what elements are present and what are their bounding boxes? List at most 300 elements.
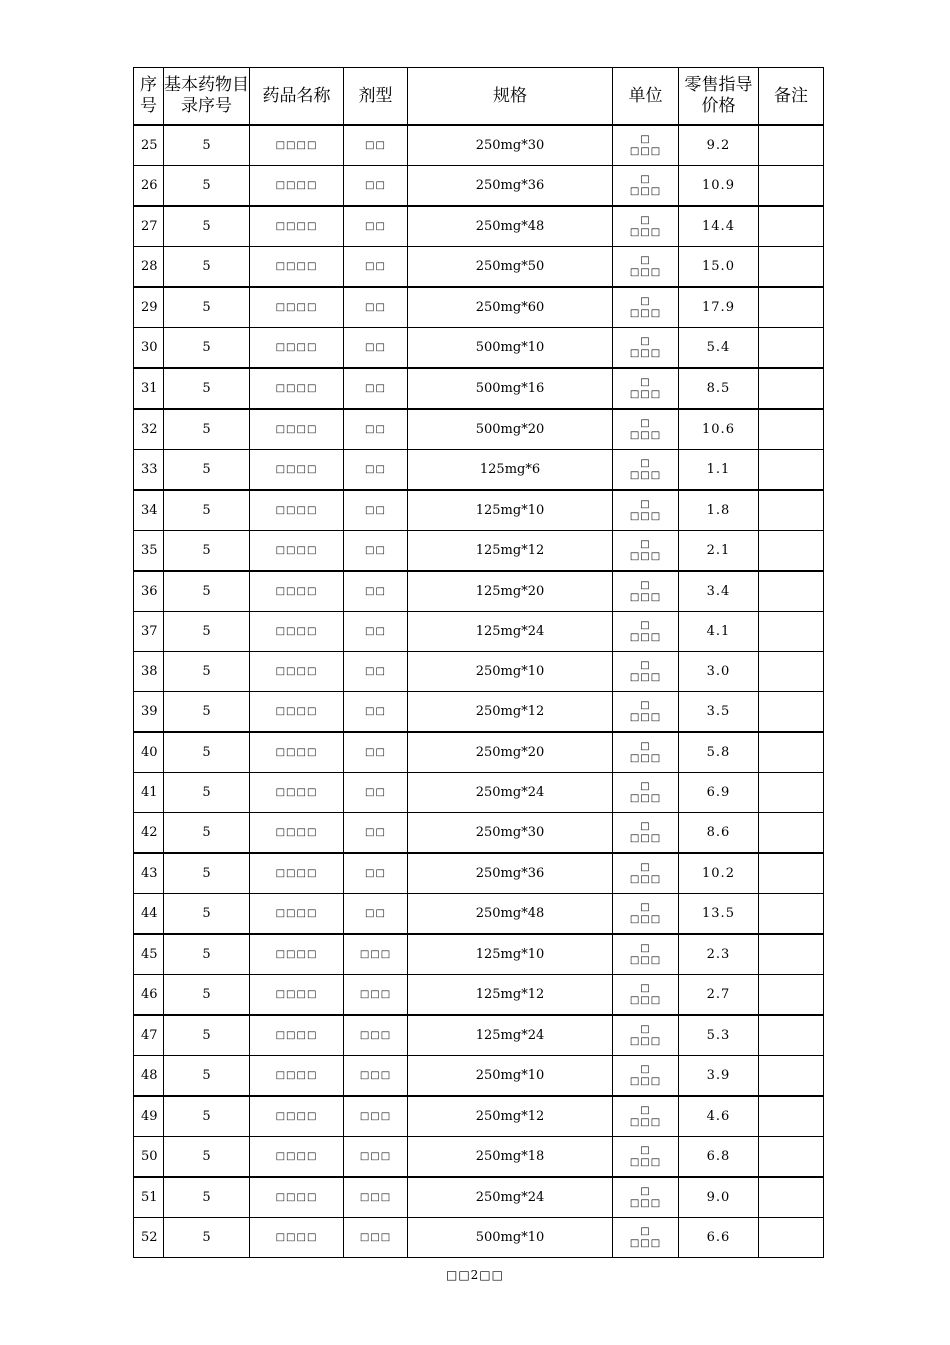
cell-catalog-no: 5 <box>164 732 250 773</box>
table-body <box>134 125 824 1258</box>
cell-unit <box>613 571 679 612</box>
cell-remark <box>759 450 824 491</box>
unit-bottom: □□□ <box>629 1197 662 1209</box>
cell-price: 6.8 <box>679 1137 759 1178</box>
cell-no: 51 <box>134 1177 164 1218</box>
cell-drug-name: □□□□ <box>250 1056 344 1097</box>
table-row <box>134 328 824 369</box>
unit-bottom: □□□ <box>629 388 662 400</box>
cell-remark <box>759 652 824 692</box>
header-spec: 规格 <box>408 68 613 126</box>
cell-dosage-form: □□ <box>344 328 408 369</box>
cell-spec: 250mg*36 <box>408 166 613 207</box>
cell-dosage-form: □□ <box>344 490 408 531</box>
cell-spec: 250mg*10 <box>408 652 613 692</box>
cell-no: 28 <box>134 247 164 288</box>
cell-catalog-no: 5 <box>164 328 250 369</box>
unit-bottom: □□□ <box>629 469 662 481</box>
cell-price: 8.5 <box>679 368 759 409</box>
cell-no: 48 <box>134 1056 164 1097</box>
cell-no: 35 <box>134 531 164 572</box>
unit-bottom: □□□ <box>629 185 662 197</box>
cell-unit <box>613 531 679 572</box>
table-row <box>134 450 824 491</box>
table-row <box>134 894 824 935</box>
cell-no: 52 <box>134 1218 164 1258</box>
cell-remark <box>759 571 824 612</box>
cell-catalog-no: 5 <box>164 1177 250 1218</box>
cell-remark <box>759 206 824 247</box>
cell-no: 42 <box>134 813 164 854</box>
cell-spec: 250mg*18 <box>408 1137 613 1178</box>
cell-remark <box>759 975 824 1016</box>
cell-catalog-no: 5 <box>164 1137 250 1178</box>
cell-catalog-no: 5 <box>164 652 250 692</box>
cell-price: 5.8 <box>679 732 759 773</box>
table-row <box>134 287 824 328</box>
cell-remark <box>759 853 824 894</box>
table-row <box>134 612 824 652</box>
cell-spec: 500mg*10 <box>408 1218 613 1258</box>
cell-spec: 250mg*48 <box>408 206 613 247</box>
cell-dosage-form: □□ <box>344 125 408 166</box>
unit-top: □ <box>640 579 651 591</box>
cell-dosage-form: □□ <box>344 652 408 692</box>
cell-unit <box>613 612 679 652</box>
cell-unit <box>613 773 679 813</box>
unit-top: □ <box>640 498 651 510</box>
cell-spec: 125mg*20 <box>408 571 613 612</box>
unit-top: □ <box>640 1144 651 1156</box>
cell-no: 33 <box>134 450 164 491</box>
cell-price: 3.9 <box>679 1056 759 1097</box>
unit-bottom: □□□ <box>629 145 662 157</box>
cell-no: 27 <box>134 206 164 247</box>
cell-price: 9.0 <box>679 1177 759 1218</box>
cell-unit <box>613 409 679 450</box>
unit-top: □ <box>640 1063 651 1075</box>
cell-catalog-no: 5 <box>164 490 250 531</box>
cell-dosage-form: □□ <box>344 531 408 572</box>
cell-remark <box>759 692 824 733</box>
cell-spec: 500mg*10 <box>408 328 613 369</box>
unit-top: □ <box>640 740 651 752</box>
table-row <box>134 166 824 207</box>
cell-catalog-no: 5 <box>164 125 250 166</box>
unit-bottom: □□□ <box>629 510 662 522</box>
cell-unit <box>613 1218 679 1258</box>
cell-drug-name: □□□□ <box>250 166 344 207</box>
header-price: 零售指导价格 <box>679 68 759 126</box>
cell-catalog-no: 5 <box>164 853 250 894</box>
cell-remark <box>759 1096 824 1137</box>
cell-remark <box>759 247 824 288</box>
cell-remark <box>759 612 824 652</box>
cell-remark <box>759 531 824 572</box>
cell-remark <box>759 125 824 166</box>
unit-top: □ <box>640 901 651 913</box>
cell-drug-name: □□□□ <box>250 328 344 369</box>
unit-top: □ <box>640 457 651 469</box>
cell-no: 46 <box>134 975 164 1016</box>
cell-catalog-no: 5 <box>164 247 250 288</box>
unit-bottom: □□□ <box>629 1237 662 1249</box>
cell-dosage-form: □□□ <box>344 1177 408 1218</box>
cell-unit <box>613 328 679 369</box>
cell-catalog-no: 5 <box>164 894 250 935</box>
cell-dosage-form: □□ <box>344 409 408 450</box>
table-row <box>134 125 824 166</box>
unit-top: □ <box>640 295 651 307</box>
cell-dosage-form: □□□ <box>344 1015 408 1056</box>
cell-spec: 250mg*12 <box>408 692 613 733</box>
cell-catalog-no: 5 <box>164 409 250 450</box>
cell-remark <box>759 1015 824 1056</box>
cell-drug-name: □□□□ <box>250 692 344 733</box>
cell-drug-name: □□□□ <box>250 287 344 328</box>
cell-no: 32 <box>134 409 164 450</box>
table-row <box>134 531 824 572</box>
cell-catalog-no: 5 <box>164 934 250 975</box>
cell-spec: 250mg*36 <box>408 853 613 894</box>
table-row <box>134 409 824 450</box>
header-remark: 备注 <box>759 68 824 126</box>
cell-remark <box>759 166 824 207</box>
cell-no: 39 <box>134 692 164 733</box>
cell-price: 8.6 <box>679 813 759 854</box>
cell-dosage-form: □□□ <box>344 975 408 1016</box>
cell-spec: 250mg*20 <box>408 732 613 773</box>
cell-no: 41 <box>134 773 164 813</box>
unit-bottom: □□□ <box>629 994 662 1006</box>
cell-spec: 125mg*24 <box>408 612 613 652</box>
cell-spec: 250mg*24 <box>408 1177 613 1218</box>
cell-dosage-form: □□□ <box>344 1137 408 1178</box>
cell-unit <box>613 652 679 692</box>
unit-top: □ <box>640 1023 651 1035</box>
cell-catalog-no: 5 <box>164 975 250 1016</box>
cell-remark <box>759 773 824 813</box>
unit-bottom: □□□ <box>629 913 662 925</box>
cell-remark <box>759 409 824 450</box>
cell-drug-name: □□□□ <box>250 571 344 612</box>
cell-dosage-form: □□ <box>344 853 408 894</box>
table-row <box>134 368 824 409</box>
unit-top: □ <box>640 699 651 711</box>
unit-top: □ <box>640 335 651 347</box>
cell-drug-name: □□□□ <box>250 450 344 491</box>
header-catalog-no: 基本药物目录序号 <box>164 68 250 126</box>
cell-price: 9.2 <box>679 125 759 166</box>
unit-top: □ <box>640 173 651 185</box>
cell-catalog-no: 5 <box>164 1056 250 1097</box>
unit-bottom: □□□ <box>629 671 662 683</box>
unit-top: □ <box>640 133 651 145</box>
unit-bottom: □□□ <box>629 792 662 804</box>
cell-price: 1.1 <box>679 450 759 491</box>
cell-price: 2.7 <box>679 975 759 1016</box>
price-table <box>133 67 824 1258</box>
cell-catalog-no: 5 <box>164 571 250 612</box>
cell-spec: 250mg*30 <box>408 125 613 166</box>
cell-dosage-form: □□ <box>344 287 408 328</box>
unit-bottom: □□□ <box>629 1156 662 1168</box>
cell-spec: 250mg*12 <box>408 1096 613 1137</box>
cell-no: 44 <box>134 894 164 935</box>
table-row <box>134 1218 824 1258</box>
cell-dosage-form: □□ <box>344 368 408 409</box>
cell-drug-name: □□□□ <box>250 652 344 692</box>
cell-no: 25 <box>134 125 164 166</box>
cell-unit <box>613 368 679 409</box>
cell-catalog-no: 5 <box>164 368 250 409</box>
cell-no: 49 <box>134 1096 164 1137</box>
unit-top: □ <box>640 861 651 873</box>
cell-drug-name: □□□□ <box>250 1015 344 1056</box>
unit-top: □ <box>640 982 651 994</box>
cell-remark <box>759 328 824 369</box>
cell-price: 3.4 <box>679 571 759 612</box>
cell-price: 10.6 <box>679 409 759 450</box>
cell-spec: 125mg*12 <box>408 975 613 1016</box>
cell-spec: 125mg*12 <box>408 531 613 572</box>
cell-catalog-no: 5 <box>164 1015 250 1056</box>
cell-dosage-form: □□ <box>344 247 408 288</box>
table-row <box>134 1096 824 1137</box>
unit-top: □ <box>640 619 651 631</box>
cell-price: 3.5 <box>679 692 759 733</box>
cell-unit <box>613 732 679 773</box>
cell-drug-name: □□□□ <box>250 206 344 247</box>
header-drug-name: 药品名称 <box>250 68 344 126</box>
table-row <box>134 975 824 1016</box>
table-row <box>134 853 824 894</box>
cell-no: 38 <box>134 652 164 692</box>
unit-bottom: □□□ <box>629 307 662 319</box>
table-row <box>134 490 824 531</box>
cell-remark <box>759 1137 824 1178</box>
cell-price: 6.6 <box>679 1218 759 1258</box>
unit-bottom: □□□ <box>629 1035 662 1047</box>
unit-bottom: □□□ <box>629 1116 662 1128</box>
cell-price: 13.5 <box>679 894 759 935</box>
header-no: 序号 <box>134 68 164 126</box>
cell-drug-name: □□□□ <box>250 732 344 773</box>
cell-catalog-no: 5 <box>164 813 250 854</box>
cell-dosage-form: □□ <box>344 773 408 813</box>
cell-dosage-form: □□ <box>344 450 408 491</box>
header-dosage-form: 剂型 <box>344 68 408 126</box>
cell-unit <box>613 166 679 207</box>
table-row <box>134 692 824 733</box>
cell-unit <box>613 894 679 935</box>
cell-unit <box>613 287 679 328</box>
cell-no: 31 <box>134 368 164 409</box>
cell-price: 10.9 <box>679 166 759 207</box>
cell-remark <box>759 1177 824 1218</box>
cell-catalog-no: 5 <box>164 692 250 733</box>
unit-top: □ <box>640 538 651 550</box>
cell-price: 3.0 <box>679 652 759 692</box>
cell-price: 1.8 <box>679 490 759 531</box>
cell-price: 4.1 <box>679 612 759 652</box>
unit-bottom: □□□ <box>629 347 662 359</box>
table-row <box>134 1056 824 1097</box>
cell-unit <box>613 975 679 1016</box>
cell-price: 15.0 <box>679 247 759 288</box>
unit-top: □ <box>640 376 651 388</box>
table-row <box>134 773 824 813</box>
unit-top: □ <box>640 417 651 429</box>
cell-dosage-form: □□□ <box>344 1218 408 1258</box>
cell-catalog-no: 5 <box>164 450 250 491</box>
cell-spec: 250mg*10 <box>408 1056 613 1097</box>
cell-catalog-no: 5 <box>164 531 250 572</box>
cell-unit <box>613 1056 679 1097</box>
cell-remark <box>759 1056 824 1097</box>
cell-dosage-form: □□□ <box>344 934 408 975</box>
cell-drug-name: □□□□ <box>250 1177 344 1218</box>
unit-bottom: □□□ <box>629 1075 662 1087</box>
cell-drug-name: □□□□ <box>250 409 344 450</box>
cell-unit <box>613 1177 679 1218</box>
cell-drug-name: □□□□ <box>250 125 344 166</box>
unit-top: □ <box>640 1185 651 1197</box>
cell-unit <box>613 206 679 247</box>
cell-dosage-form: □□ <box>344 571 408 612</box>
cell-drug-name: □□□□ <box>250 1137 344 1178</box>
table-row <box>134 206 824 247</box>
cell-no: 29 <box>134 287 164 328</box>
unit-bottom: □□□ <box>629 429 662 441</box>
cell-drug-name: □□□□ <box>250 368 344 409</box>
table-row <box>134 1015 824 1056</box>
cell-no: 50 <box>134 1137 164 1178</box>
unit-top: □ <box>640 820 651 832</box>
cell-catalog-no: 5 <box>164 287 250 328</box>
cell-drug-name: □□□□ <box>250 813 344 854</box>
table-row <box>134 1137 824 1178</box>
cell-price: 17.9 <box>679 287 759 328</box>
cell-spec: 500mg*20 <box>408 409 613 450</box>
cell-remark <box>759 732 824 773</box>
cell-dosage-form: □□ <box>344 692 408 733</box>
unit-bottom: □□□ <box>629 954 662 966</box>
cell-catalog-no: 5 <box>164 612 250 652</box>
cell-spec: 125mg*10 <box>408 934 613 975</box>
cell-unit <box>613 1137 679 1178</box>
cell-unit <box>613 853 679 894</box>
cell-spec: 500mg*16 <box>408 368 613 409</box>
unit-bottom: □□□ <box>629 226 662 238</box>
unit-bottom: □□□ <box>629 752 662 764</box>
cell-dosage-form: □□ <box>344 732 408 773</box>
cell-drug-name: □□□□ <box>250 773 344 813</box>
unit-bottom: □□□ <box>629 631 662 643</box>
table-row <box>134 1177 824 1218</box>
cell-price: 6.9 <box>679 773 759 813</box>
cell-remark <box>759 287 824 328</box>
cell-unit <box>613 490 679 531</box>
table-header <box>134 68 824 126</box>
cell-price: 14.4 <box>679 206 759 247</box>
unit-bottom: □□□ <box>629 873 662 885</box>
unit-top: □ <box>640 659 651 671</box>
cell-price: 2.3 <box>679 934 759 975</box>
cell-remark <box>759 490 824 531</box>
cell-spec: 125mg*6 <box>408 450 613 491</box>
cell-price: 10.2 <box>679 853 759 894</box>
page-footer: □□2□□ <box>446 1268 504 1282</box>
cell-unit <box>613 1096 679 1137</box>
cell-price: 5.3 <box>679 1015 759 1056</box>
unit-top: □ <box>640 780 651 792</box>
table-row <box>134 247 824 288</box>
cell-remark <box>759 368 824 409</box>
cell-spec: 125mg*24 <box>408 1015 613 1056</box>
cell-dosage-form: □□ <box>344 894 408 935</box>
cell-dosage-form: □□ <box>344 206 408 247</box>
cell-drug-name: □□□□ <box>250 490 344 531</box>
unit-top: □ <box>640 254 651 266</box>
unit-bottom: □□□ <box>629 550 662 562</box>
unit-top: □ <box>640 942 651 954</box>
cell-drug-name: □□□□ <box>250 612 344 652</box>
cell-dosage-form: □□ <box>344 813 408 854</box>
cell-price: 4.6 <box>679 1096 759 1137</box>
cell-drug-name: □□□□ <box>250 1096 344 1137</box>
table-row <box>134 571 824 612</box>
cell-dosage-form: □□ <box>344 166 408 207</box>
cell-catalog-no: 5 <box>164 1096 250 1137</box>
cell-unit <box>613 692 679 733</box>
cell-dosage-form: □□□ <box>344 1056 408 1097</box>
table-row <box>134 934 824 975</box>
cell-drug-name: □□□□ <box>250 247 344 288</box>
unit-bottom: □□□ <box>629 832 662 844</box>
unit-top: □ <box>640 214 651 226</box>
cell-drug-name: □□□□ <box>250 1218 344 1258</box>
cell-spec: 250mg*60 <box>408 287 613 328</box>
cell-catalog-no: 5 <box>164 166 250 207</box>
table-row <box>134 813 824 854</box>
cell-dosage-form: □□□ <box>344 1096 408 1137</box>
cell-spec: 250mg*24 <box>408 773 613 813</box>
cell-no: 43 <box>134 853 164 894</box>
cell-remark <box>759 813 824 854</box>
cell-unit <box>613 450 679 491</box>
table-row <box>134 652 824 692</box>
cell-catalog-no: 5 <box>164 773 250 813</box>
cell-no: 45 <box>134 934 164 975</box>
cell-drug-name: □□□□ <box>250 894 344 935</box>
cell-catalog-no: 5 <box>164 206 250 247</box>
cell-no: 36 <box>134 571 164 612</box>
cell-unit <box>613 247 679 288</box>
unit-bottom: □□□ <box>629 591 662 603</box>
unit-top: □ <box>640 1104 651 1116</box>
cell-drug-name: □□□□ <box>250 531 344 572</box>
cell-spec: 125mg*10 <box>408 490 613 531</box>
cell-spec: 250mg*48 <box>408 894 613 935</box>
cell-drug-name: □□□□ <box>250 975 344 1016</box>
cell-remark <box>759 894 824 935</box>
cell-dosage-form: □□ <box>344 612 408 652</box>
cell-unit <box>613 125 679 166</box>
cell-no: 26 <box>134 166 164 207</box>
cell-price: 5.4 <box>679 328 759 369</box>
cell-spec: 250mg*50 <box>408 247 613 288</box>
